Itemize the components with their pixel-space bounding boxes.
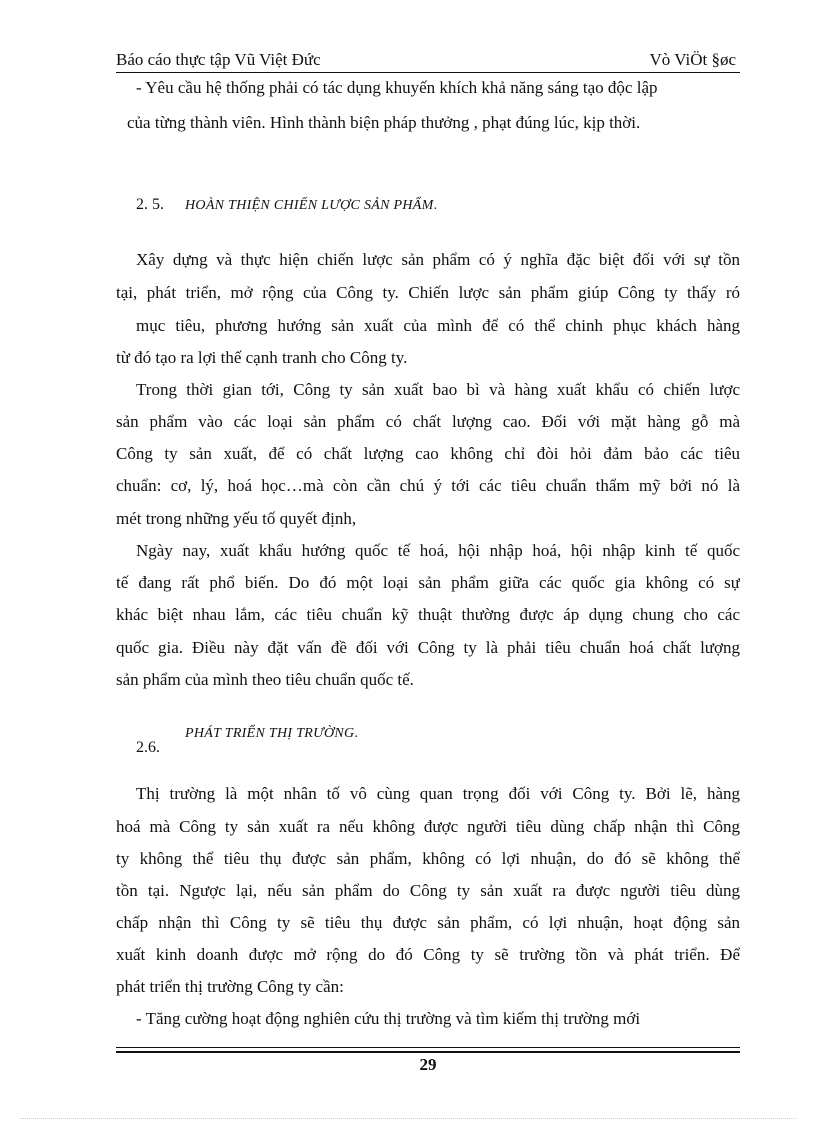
- page-number: 29: [419, 1055, 437, 1074]
- section-title: PHÁT TRIỂN THỊ TRƯỜNG: [185, 726, 355, 741]
- paragraph-line: Ngày nay, xuất khẩu hướng quốc tế hoá, hội nhập hoá, hội nhập kinh tế quốc: [136, 541, 740, 560]
- paragraph-line: Xây dựng và thực hiện chiến lược sản phẩm có ý nghĩa đặc biệt đối với sự tồn: [136, 250, 740, 269]
- page-bottom-edge: [20, 1118, 796, 1119]
- intro-line-2: của từng thành viên. Hình thành biện pháp thưởng , phạt đúng lúc, kịp thời.: [127, 113, 641, 132]
- section-title: HOÀN THIỆN CHIẾN LƯỢC SẢN PHẨM: [185, 198, 434, 213]
- footer-rule: [116, 1047, 740, 1048]
- page-header: [116, 48, 740, 72]
- paragraph-line: sản phẩm của mình theo tiêu chuẩn quốc tế.: [116, 670, 414, 689]
- paragraph-line: tại, phát triển, mở rộng của Công ty. Chiến lược sản phẩm giúp Công ty thấy ró: [116, 283, 740, 302]
- section-heading-2-5: 2. 5. HOÀN THIỆN CHIẾN LƯỢC SẢN PHẨM.: [136, 196, 438, 213]
- footer-rule: [116, 1051, 740, 1053]
- paragraph-line: tồn tại. Ngược lại, nếu sản phẩm do Công ty sản xuất ra được người tiêu dùng: [116, 881, 740, 900]
- paragraph-line: Trong thời gian tới, Công ty sản xuất bao bì và hàng xuất khẩu có chiến lược: [136, 380, 740, 399]
- paragraph-line: mét trong những yếu tố quyết định,: [116, 509, 357, 528]
- paragraph-line: chuẩn: cơ, lý, hoá học…mà còn cần chú ý tới các tiêu chuẩn thẩm mỹ bởi nó là: [116, 476, 740, 495]
- header-left-text: Báo cáo thực tập Vũ Việt Đức: [116, 50, 321, 69]
- paragraph-line: xuất kinh doanh được mở rộng do đó Công ty sẽ trường tồn và phát triển. Để: [116, 945, 740, 964]
- section-number: 2.6.: [136, 739, 160, 756]
- paragraph-line: khác biệt nhau lắm, các tiêu chuẩn kỹ thuật thường được áp dụng chung cho các: [116, 605, 740, 624]
- section-number: 2. 5.: [136, 196, 164, 213]
- header-rule: [116, 72, 740, 73]
- paragraph-line: sản phẩm vào các loại sản phẩm có chất lượng cao. Đối với mặt hàng gỗ mà: [116, 412, 740, 431]
- paragraph-line: ty không thể tiêu thụ được sản phẩm, không có lợi nhuận, do đó sẽ không thể: [116, 849, 740, 868]
- paragraph-line: hoá mà Công ty sản xuất ra nếu không được người tiêu dùng chấp nhận thì Công: [116, 817, 740, 836]
- paragraph-line: phát triển thị trường Công ty cần:: [116, 977, 344, 996]
- paragraph-line: mục tiêu, phương hướng sản xuất của mình để có thể chinh phục khách hàng: [136, 316, 740, 335]
- section-number-2-6: [136, 738, 160, 759]
- paragraph-line: từ đó tạo ra lợi thế cạnh tranh cho Công ty.: [116, 348, 408, 367]
- section-heading-2-6: PHÁT TRIỂN THỊ TRƯỜNG.: [185, 726, 358, 741]
- paragraph-line: tế đang rất phổ biến. Do đó một loại sản phẩm giữa các quốc gia không có sự: [116, 573, 740, 592]
- paragraph-line: quốc gia. Điều này đặt vấn đề đối với Công ty là phải tiêu chuẩn hoá chất lượng: [116, 638, 740, 657]
- paragraph-line: Công ty sản xuất, để có chất lượng cao không chỉ đòi hỏi đảm bảo các tiêu: [116, 444, 740, 463]
- paragraph-line: chấp nhận thì Công ty sẽ tiêu thụ được sản phẩm, có lợi nhuận, hoạt động sản: [116, 913, 740, 932]
- bullet-item: - Tăng cường hoạt động nghiên cứu thị trường và tìm kiếm thị trường mới: [136, 1009, 641, 1028]
- intro-line-1: - Yêu cầu hệ thống phải có tác dụng khuyến khích khả năng sáng tạo độc lập: [136, 78, 658, 97]
- paragraph-line: Thị trường là một nhân tố vô cùng quan trọng đối với Công ty. Bởi lẽ, hàng: [136, 784, 740, 803]
- header-right-text: Vò ViÖt §øc: [649, 50, 736, 69]
